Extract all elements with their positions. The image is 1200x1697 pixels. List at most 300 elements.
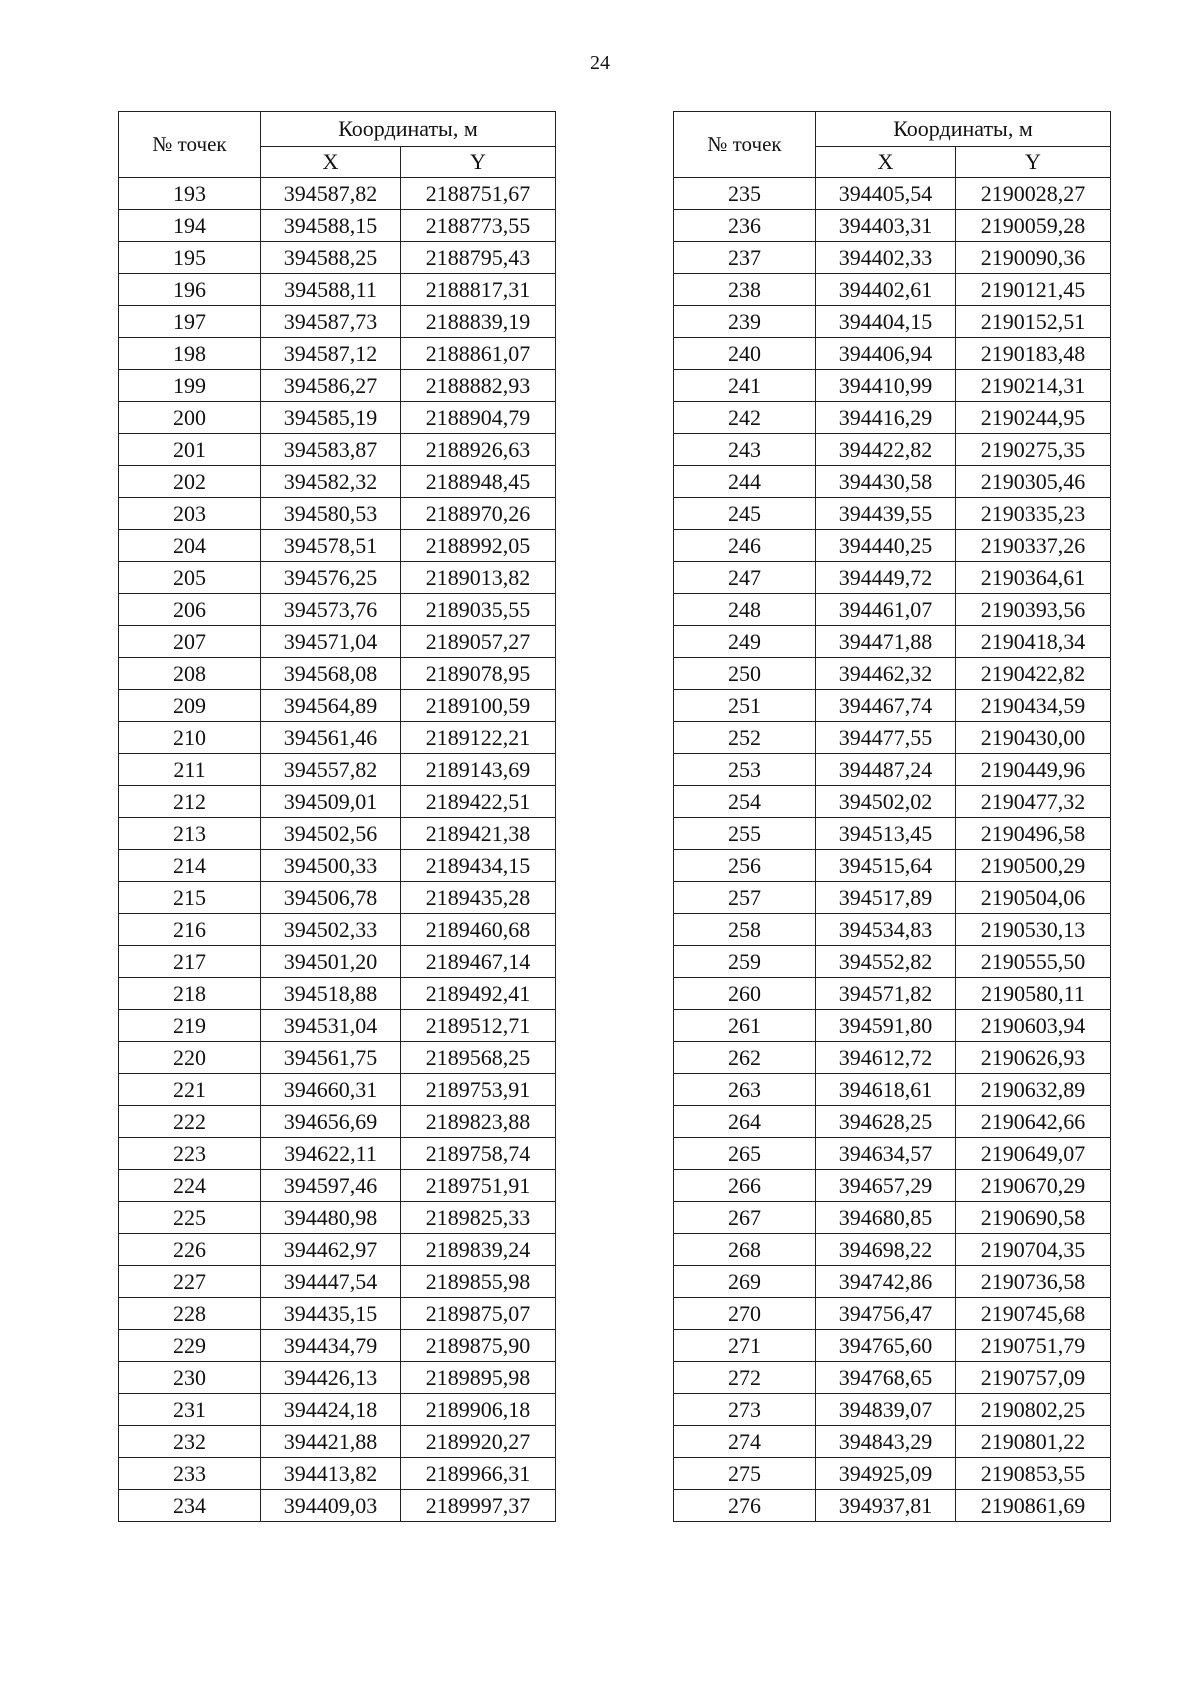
point-number-cell: 234: [119, 1490, 261, 1522]
y-coordinate-cell: 2190801,22: [956, 1426, 1111, 1458]
y-coordinate-cell: 2189753,91: [401, 1074, 556, 1106]
table-row: [119, 1010, 556, 1042]
point-number-cell: 240: [674, 338, 816, 370]
point-number-cell: 238: [674, 274, 816, 306]
table-row: [119, 1042, 556, 1074]
point-number-cell: 198: [119, 338, 261, 370]
y-coordinate-cell: 2189467,14: [401, 946, 556, 978]
table-row: [674, 1106, 1111, 1138]
x-coordinate-cell: 394657,29: [816, 1170, 956, 1202]
point-number-cell: 242: [674, 402, 816, 434]
x-coordinate-cell: 394585,19: [261, 402, 401, 434]
point-number-cell: 202: [119, 466, 261, 498]
table-row: [674, 466, 1111, 498]
table-body-left: [119, 178, 556, 1522]
point-number-cell: 255: [674, 818, 816, 850]
point-number-cell: 251: [674, 690, 816, 722]
x-coordinate-cell: 394571,04: [261, 626, 401, 658]
point-number-cell: 226: [119, 1234, 261, 1266]
table-row: [674, 626, 1111, 658]
x-coordinate-cell: 394580,53: [261, 498, 401, 530]
y-coordinate-cell: 2189855,98: [401, 1266, 556, 1298]
table-row: [119, 626, 556, 658]
table-row: [119, 1202, 556, 1234]
point-number-cell: 260: [674, 978, 816, 1010]
x-coordinate-cell: 394449,72: [816, 562, 956, 594]
y-coordinate-cell: 2189920,27: [401, 1426, 556, 1458]
point-number-cell: 253: [674, 754, 816, 786]
x-coordinate-cell: 394502,02: [816, 786, 956, 818]
x-coordinate-cell: 394561,46: [261, 722, 401, 754]
y-coordinate-cell: 2189057,27: [401, 626, 556, 658]
y-coordinate-cell: 2190530,13: [956, 914, 1111, 946]
table-row: [674, 1138, 1111, 1170]
table-row: [119, 466, 556, 498]
point-number-cell: 244: [674, 466, 816, 498]
point-number-cell: 222: [119, 1106, 261, 1138]
point-number-cell: 207: [119, 626, 261, 658]
point-number-cell: 245: [674, 498, 816, 530]
point-number-cell: 249: [674, 626, 816, 658]
table-row: [119, 370, 556, 402]
table-row: [674, 978, 1111, 1010]
x-coordinate-cell: 394404,15: [816, 306, 956, 338]
table-row: [119, 722, 556, 754]
x-coordinate-cell: 394435,15: [261, 1298, 401, 1330]
y-coordinate-cell: 2190152,51: [956, 306, 1111, 338]
x-coordinate-cell: 394430,58: [816, 466, 956, 498]
table-row: [674, 1010, 1111, 1042]
point-number-cell: 243: [674, 434, 816, 466]
y-coordinate-cell: 2190449,96: [956, 754, 1111, 786]
x-coordinate-cell: 394422,82: [816, 434, 956, 466]
table-row: [119, 434, 556, 466]
table-row: [674, 434, 1111, 466]
table-row: [119, 1298, 556, 1330]
point-number-cell: 268: [674, 1234, 816, 1266]
y-coordinate-cell: 2189895,98: [401, 1362, 556, 1394]
table-row: [674, 754, 1111, 786]
table-row: [119, 594, 556, 626]
y-coordinate-cell: 2188861,07: [401, 338, 556, 370]
y-coordinate-cell: 2190757,09: [956, 1362, 1111, 1394]
point-number-cell: 215: [119, 882, 261, 914]
x-coordinate-cell: 394765,60: [816, 1330, 956, 1362]
x-coordinate-cell: 394587,12: [261, 338, 401, 370]
table-row: [674, 274, 1111, 306]
x-coordinate-cell: 394587,73: [261, 306, 401, 338]
point-number-cell: 204: [119, 530, 261, 562]
point-number-cell: 233: [119, 1458, 261, 1490]
y-coordinate-cell: 2189839,24: [401, 1234, 556, 1266]
point-number-cell: 230: [119, 1362, 261, 1394]
table-row: [674, 722, 1111, 754]
y-coordinate-cell: 2190477,32: [956, 786, 1111, 818]
table-row: [119, 530, 556, 562]
x-coordinate-cell: 394571,82: [816, 978, 956, 1010]
x-coordinate-cell: 394586,27: [261, 370, 401, 402]
header-point-number: № точек: [119, 112, 261, 178]
x-coordinate-cell: 394588,11: [261, 274, 401, 306]
table-row: [119, 210, 556, 242]
x-coordinate-cell: 394768,65: [816, 1362, 956, 1394]
point-number-cell: 261: [674, 1010, 816, 1042]
y-coordinate-cell: 2190434,59: [956, 690, 1111, 722]
point-number-cell: 254: [674, 786, 816, 818]
x-coordinate-cell: 394742,86: [816, 1266, 956, 1298]
table-row: [674, 338, 1111, 370]
x-coordinate-cell: 394487,24: [816, 754, 956, 786]
point-number-cell: 224: [119, 1170, 261, 1202]
header-coordinates: Координаты, м: [261, 112, 556, 147]
point-number-cell: 223: [119, 1138, 261, 1170]
x-coordinate-cell: 394568,08: [261, 658, 401, 690]
point-number-cell: 195: [119, 242, 261, 274]
x-coordinate-cell: 394515,64: [816, 850, 956, 882]
x-coordinate-cell: 394502,56: [261, 818, 401, 850]
table-row: [674, 306, 1111, 338]
y-coordinate-cell: 2190275,35: [956, 434, 1111, 466]
y-coordinate-cell: 2189512,71: [401, 1010, 556, 1042]
y-coordinate-cell: 2189492,41: [401, 978, 556, 1010]
x-coordinate-cell: 394517,89: [816, 882, 956, 914]
x-coordinate-cell: 394424,18: [261, 1394, 401, 1426]
x-coordinate-cell: 394405,54: [816, 178, 956, 210]
page-number: 24: [590, 52, 610, 74]
point-number-cell: 263: [674, 1074, 816, 1106]
x-coordinate-cell: 394462,97: [261, 1234, 401, 1266]
table-row: [674, 1490, 1111, 1522]
x-coordinate-cell: 394698,22: [816, 1234, 956, 1266]
y-coordinate-cell: 2190736,58: [956, 1266, 1111, 1298]
y-coordinate-cell: 2189906,18: [401, 1394, 556, 1426]
y-coordinate-cell: 2188970,26: [401, 498, 556, 530]
table-row: [674, 1458, 1111, 1490]
x-coordinate-cell: 394426,13: [261, 1362, 401, 1394]
table-row: [674, 1074, 1111, 1106]
table-row: [674, 178, 1111, 210]
table-row: [674, 594, 1111, 626]
y-coordinate-cell: 2188839,19: [401, 306, 556, 338]
table-row: [119, 818, 556, 850]
table-row: [674, 370, 1111, 402]
x-coordinate-cell: 394439,55: [816, 498, 956, 530]
x-coordinate-cell: 394461,07: [816, 594, 956, 626]
y-coordinate-cell: 2190028,27: [956, 178, 1111, 210]
point-number-cell: 232: [119, 1426, 261, 1458]
x-coordinate-cell: 394588,25: [261, 242, 401, 274]
table-row: [674, 1202, 1111, 1234]
point-number-cell: 270: [674, 1298, 816, 1330]
y-coordinate-cell: 2190305,46: [956, 466, 1111, 498]
point-number-cell: 225: [119, 1202, 261, 1234]
y-coordinate-cell: 2190214,31: [956, 370, 1111, 402]
point-number-cell: 194: [119, 210, 261, 242]
point-number-cell: 264: [674, 1106, 816, 1138]
y-coordinate-cell: 2189758,74: [401, 1138, 556, 1170]
x-coordinate-cell: 394509,01: [261, 786, 401, 818]
table-row: [119, 914, 556, 946]
y-coordinate-cell: 2188817,31: [401, 274, 556, 306]
point-number-cell: 201: [119, 434, 261, 466]
x-coordinate-cell: 394582,32: [261, 466, 401, 498]
point-number-cell: 229: [119, 1330, 261, 1362]
x-coordinate-cell: 394843,29: [816, 1426, 956, 1458]
point-number-cell: 196: [119, 274, 261, 306]
y-coordinate-cell: 2189825,33: [401, 1202, 556, 1234]
point-number-cell: 219: [119, 1010, 261, 1042]
point-number-cell: 220: [119, 1042, 261, 1074]
point-number-cell: 259: [674, 946, 816, 978]
point-number-cell: 228: [119, 1298, 261, 1330]
y-coordinate-cell: 2189122,21: [401, 722, 556, 754]
x-coordinate-cell: 394413,82: [261, 1458, 401, 1490]
y-coordinate-cell: 2189966,31: [401, 1458, 556, 1490]
table-row: [119, 498, 556, 530]
x-coordinate-cell: 394506,78: [261, 882, 401, 914]
coordinates-table-left: [118, 111, 556, 1522]
x-coordinate-cell: 394477,55: [816, 722, 956, 754]
table-row: [674, 690, 1111, 722]
y-coordinate-cell: 2190704,35: [956, 1234, 1111, 1266]
table-row: [119, 1106, 556, 1138]
x-coordinate-cell: 394552,82: [816, 946, 956, 978]
point-number-cell: 231: [119, 1394, 261, 1426]
y-coordinate-cell: 2189997,37: [401, 1490, 556, 1522]
y-coordinate-cell: 2190632,89: [956, 1074, 1111, 1106]
x-coordinate-cell: 394502,33: [261, 914, 401, 946]
point-number-cell: 205: [119, 562, 261, 594]
x-coordinate-cell: 394591,80: [816, 1010, 956, 1042]
y-coordinate-cell: 2189422,51: [401, 786, 556, 818]
x-coordinate-cell: 394634,57: [816, 1138, 956, 1170]
point-number-cell: 212: [119, 786, 261, 818]
y-coordinate-cell: 2189078,95: [401, 658, 556, 690]
y-coordinate-cell: 2190090,36: [956, 242, 1111, 274]
header-x: X: [261, 147, 401, 178]
y-coordinate-cell: 2189823,88: [401, 1106, 556, 1138]
table-row: [674, 1042, 1111, 1074]
header-y: Y: [401, 147, 556, 178]
table-row: [674, 1266, 1111, 1298]
table-row: [119, 402, 556, 434]
x-coordinate-cell: 394561,75: [261, 1042, 401, 1074]
table-row: [119, 850, 556, 882]
point-number-cell: 209: [119, 690, 261, 722]
y-coordinate-cell: 2189568,25: [401, 1042, 556, 1074]
table-row: [674, 818, 1111, 850]
x-coordinate-cell: 394447,54: [261, 1266, 401, 1298]
table-row: [119, 1394, 556, 1426]
table-row: [674, 786, 1111, 818]
y-coordinate-cell: 2189875,90: [401, 1330, 556, 1362]
x-coordinate-cell: 394501,20: [261, 946, 401, 978]
point-number-cell: 248: [674, 594, 816, 626]
point-number-cell: 239: [674, 306, 816, 338]
point-number-cell: 272: [674, 1362, 816, 1394]
point-number-cell: 271: [674, 1330, 816, 1362]
point-number-cell: 197: [119, 306, 261, 338]
table-row: [119, 1330, 556, 1362]
table-row: [119, 274, 556, 306]
table-row: [674, 1298, 1111, 1330]
header-point-number: № точек: [674, 112, 816, 178]
table-row: [674, 402, 1111, 434]
table-row: [119, 1170, 556, 1202]
x-coordinate-cell: 394656,69: [261, 1106, 401, 1138]
point-number-cell: 206: [119, 594, 261, 626]
x-coordinate-cell: 394925,09: [816, 1458, 956, 1490]
point-number-cell: 237: [674, 242, 816, 274]
x-coordinate-cell: 394403,31: [816, 210, 956, 242]
table-row: [119, 1362, 556, 1394]
point-number-cell: 241: [674, 370, 816, 402]
table-row: [119, 882, 556, 914]
x-coordinate-cell: 394573,76: [261, 594, 401, 626]
table-row: [119, 1490, 556, 1522]
y-coordinate-cell: 2189435,28: [401, 882, 556, 914]
y-coordinate-cell: 2189751,91: [401, 1170, 556, 1202]
point-number-cell: 236: [674, 210, 816, 242]
x-coordinate-cell: 394628,25: [816, 1106, 956, 1138]
y-coordinate-cell: 2190580,11: [956, 978, 1111, 1010]
y-coordinate-cell: 2190802,25: [956, 1394, 1111, 1426]
header-x: X: [816, 147, 956, 178]
y-coordinate-cell: 2189434,15: [401, 850, 556, 882]
coordinates-table-right: [673, 111, 1111, 1522]
table-row: [119, 690, 556, 722]
point-number-cell: 267: [674, 1202, 816, 1234]
point-number-cell: 273: [674, 1394, 816, 1426]
x-coordinate-cell: 394513,45: [816, 818, 956, 850]
point-number-cell: 199: [119, 370, 261, 402]
x-coordinate-cell: 394518,88: [261, 978, 401, 1010]
y-coordinate-cell: 2189100,59: [401, 690, 556, 722]
table-row: [119, 754, 556, 786]
y-coordinate-cell: 2190603,94: [956, 1010, 1111, 1042]
table-row: [119, 658, 556, 690]
x-coordinate-cell: 394440,25: [816, 530, 956, 562]
x-coordinate-cell: 394500,33: [261, 850, 401, 882]
table-row: [119, 1426, 556, 1458]
point-number-cell: 218: [119, 978, 261, 1010]
y-coordinate-cell: 2189013,82: [401, 562, 556, 594]
point-number-cell: 221: [119, 1074, 261, 1106]
y-coordinate-cell: 2188795,43: [401, 242, 556, 274]
point-number-cell: 213: [119, 818, 261, 850]
point-number-cell: 203: [119, 498, 261, 530]
point-number-cell: 214: [119, 850, 261, 882]
point-number-cell: 235: [674, 178, 816, 210]
y-coordinate-cell: 2190690,58: [956, 1202, 1111, 1234]
table-row: [119, 1138, 556, 1170]
table-row: [674, 1394, 1111, 1426]
point-number-cell: 256: [674, 850, 816, 882]
point-number-cell: 211: [119, 754, 261, 786]
x-coordinate-cell: 394564,89: [261, 690, 401, 722]
y-coordinate-cell: 2190751,79: [956, 1330, 1111, 1362]
x-coordinate-cell: 394557,82: [261, 754, 401, 786]
y-coordinate-cell: 2190418,34: [956, 626, 1111, 658]
header-coordinates: Координаты, м: [816, 112, 1111, 147]
x-coordinate-cell: 394406,94: [816, 338, 956, 370]
point-number-cell: 210: [119, 722, 261, 754]
point-number-cell: 217: [119, 946, 261, 978]
y-coordinate-cell: 2188992,05: [401, 530, 556, 562]
x-coordinate-cell: 394756,47: [816, 1298, 956, 1330]
table-row: [674, 1234, 1111, 1266]
point-number-cell: 247: [674, 562, 816, 594]
table-row: [119, 306, 556, 338]
table-row: [674, 946, 1111, 978]
y-coordinate-cell: 2188773,55: [401, 210, 556, 242]
header-y: Y: [956, 147, 1111, 178]
table-row: [674, 1330, 1111, 1362]
x-coordinate-cell: 394534,83: [816, 914, 956, 946]
table-row: [674, 210, 1111, 242]
x-coordinate-cell: 394402,33: [816, 242, 956, 274]
x-coordinate-cell: 394480,98: [261, 1202, 401, 1234]
y-coordinate-cell: 2188948,45: [401, 466, 556, 498]
y-coordinate-cell: 2189035,55: [401, 594, 556, 626]
table-row: [119, 1074, 556, 1106]
point-number-cell: 258: [674, 914, 816, 946]
y-coordinate-cell: 2190626,93: [956, 1042, 1111, 1074]
y-coordinate-cell: 2190642,66: [956, 1106, 1111, 1138]
table-row: [119, 786, 556, 818]
point-number-cell: 275: [674, 1458, 816, 1490]
point-number-cell: 208: [119, 658, 261, 690]
table-row: [674, 498, 1111, 530]
y-coordinate-cell: 2190393,56: [956, 594, 1111, 626]
x-coordinate-cell: 394622,11: [261, 1138, 401, 1170]
table-row: [119, 562, 556, 594]
x-coordinate-cell: 394531,04: [261, 1010, 401, 1042]
y-coordinate-cell: 2190861,69: [956, 1490, 1111, 1522]
x-coordinate-cell: 394421,88: [261, 1426, 401, 1458]
x-coordinate-cell: 394462,32: [816, 658, 956, 690]
table-body-right: [674, 178, 1111, 1522]
point-number-cell: 200: [119, 402, 261, 434]
y-coordinate-cell: 2190337,26: [956, 530, 1111, 562]
y-coordinate-cell: 2190649,07: [956, 1138, 1111, 1170]
y-coordinate-cell: 2189143,69: [401, 754, 556, 786]
x-coordinate-cell: 394578,51: [261, 530, 401, 562]
x-coordinate-cell: 394839,07: [816, 1394, 956, 1426]
table-row: [674, 1170, 1111, 1202]
table-row: [119, 1266, 556, 1298]
table-row: [119, 338, 556, 370]
y-coordinate-cell: 2190364,61: [956, 562, 1111, 594]
y-coordinate-cell: 2188904,79: [401, 402, 556, 434]
y-coordinate-cell: 2190430,00: [956, 722, 1111, 754]
y-coordinate-cell: 2190853,55: [956, 1458, 1111, 1490]
x-coordinate-cell: 394416,29: [816, 402, 956, 434]
y-coordinate-cell: 2189875,07: [401, 1298, 556, 1330]
y-coordinate-cell: 2189460,68: [401, 914, 556, 946]
table-row: [674, 850, 1111, 882]
table-row: [119, 242, 556, 274]
x-coordinate-cell: 394660,31: [261, 1074, 401, 1106]
x-coordinate-cell: 394588,15: [261, 210, 401, 242]
x-coordinate-cell: 394680,85: [816, 1202, 956, 1234]
point-number-cell: 265: [674, 1138, 816, 1170]
table-row: [674, 658, 1111, 690]
table-row: [674, 242, 1111, 274]
point-number-cell: 252: [674, 722, 816, 754]
point-number-cell: 262: [674, 1042, 816, 1074]
y-coordinate-cell: 2188926,63: [401, 434, 556, 466]
